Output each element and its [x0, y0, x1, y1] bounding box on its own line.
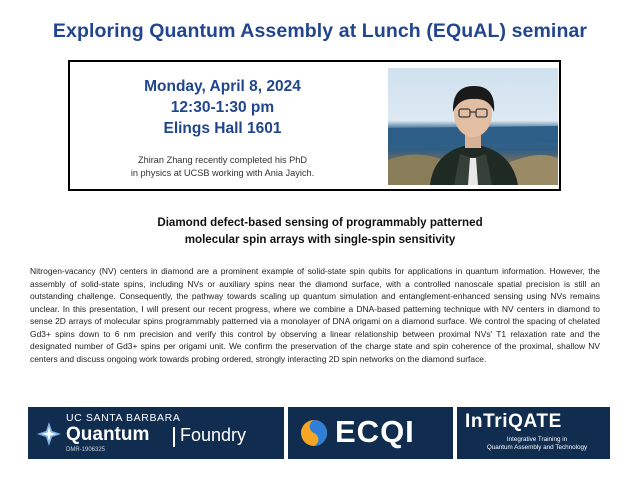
intriqate-logo: [457, 407, 610, 459]
logo-divider: [173, 427, 175, 447]
event-details: [70, 76, 375, 139]
event-location: Elings Hall 1601: [163, 120, 282, 137]
quantum-word: Quantum: [66, 424, 150, 445]
talk-title-line: Diamond defect-based sensing of programmably patterned: [157, 216, 483, 229]
ucsb-quantum-foundry-logo: [28, 407, 284, 459]
grant-number: DMR-1906325: [66, 447, 106, 453]
ecqi-logo: [288, 407, 453, 459]
ucsb-name: UC SANTA BARBARA: [66, 412, 181, 424]
talk-title: [0, 214, 640, 248]
speaker-bio-line: in physics at UCSB working with Ania Jayich.: [130, 168, 315, 178]
talk-title-line: molecular spin arrays with single-spin sensitivity: [184, 233, 456, 246]
foundry-word: Foundry: [180, 425, 247, 445]
ecqi-wordmark: ECQI: [335, 414, 415, 449]
star-icon: [36, 421, 62, 447]
seminar-title: Exploring Quantum Assembly at Lunch (EQuAL) seminar: [52, 20, 588, 42]
speaker-bio: [70, 154, 375, 180]
intriqate-wordmark: InTriQATE: [465, 411, 562, 432]
speaker-photo: [388, 68, 558, 185]
event-time: 12:30-1:30 pm: [170, 99, 275, 116]
intriqate-tagline: [467, 436, 607, 452]
speaker-photo-illustration: [388, 68, 558, 185]
intriqate-tagline-line: Integrative Training in: [506, 436, 568, 443]
talk-abstract: Nitrogen-vacancy (NV) centers in diamond are a prominent example of solid-state spin qubits for applications in quantum information. However, the assembly of solid-state spins, including NVs or auxiliary spins near the diamond surface, with a controlled nanoscale spatial precision is still an outstanding challenge. Consequently, the pathway towards scaling up quantum simulation and entanglement-enhanced sensing using NVs remains unclear. In this presentation, I will present our recent progress, where we combine a DNA-based patterning technique with NV centers in diamond to sense 2D arrays of molecular spins programmably patterned via a monolayer of DNA origami on a diamond surface. We control the spacing of chelated Gd3+ spins down to 6 nm precision and verify this control by observing a linear relationship between proximal NVs' T1 relaxation rate and the designated number of Gd3+ spins per origami unit. We confirm the preservation of the charge state and spin coherence of the proximal, shallow NV centers and discuss ongoing work towards probing ordered, strongly interacting 2D spin networks on the diamond surface.: [30, 266, 600, 364]
ecqi-mark-icon: [300, 419, 328, 447]
intriqate-tagline-line: Quantum Assembly and Technology: [486, 444, 588, 451]
event-info-box: [68, 60, 561, 191]
event-date: Monday, April 8, 2024: [144, 78, 301, 95]
sponsor-logos: [28, 407, 613, 459]
speaker-bio-line: Zhiran Zhang recently completed his PhD: [137, 155, 308, 165]
